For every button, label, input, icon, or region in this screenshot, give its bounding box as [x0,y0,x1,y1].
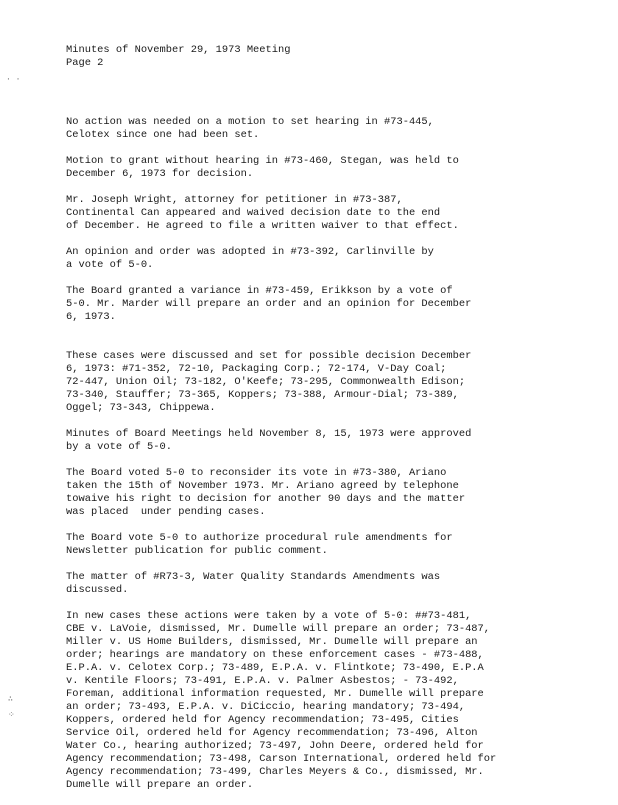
paragraph-carlinville: An opinion and order was adopted in #73-392, Carlinville by a vote of 5-0. [66,246,434,271]
scan-speck: · · [6,75,21,84]
paragraph-erikkson-variance: The Board granted a variance in #73-459, Erikkson by a vote of 5-0. Mr. Marder will prepare an order and an opinion for December 6, 1973. [66,285,472,323]
page-number: Page 2 [66,57,104,69]
paragraph-stegan-motion: Motion to grant without hearing in #73-460, Stegan, was held to December 6, 1973 for decision. [66,155,459,180]
paragraph-water-quality: The matter of #R73-3, Water Quality Standards Amendments was discussed. [66,571,441,596]
paragraph-new-cases: In new cases these actions were taken by a vote of 5-0: ##73-481, CBE v. LaVoie, dismissed, Mr. Dumelle will prepare an order; 73-487, Miller v. US Home Builders, dismissed, Mr. Dumelle will prepare an order; hearings are mandatory on these enforcement cases - #73-488, E.P.A. v. Celotex Corp.; 73-489, E.P.A. v. Flintkote; 73-490, E.P.A v. Kentile Floors; 73-491, E.P.A. v. Palmer Asbestos; - 73-492, Foreman, additional information requested, Mr. Dumelle will prepare an order; 73-493, E.P.A. v. DiCiccio, hearing mandatory; 73-494, Koppers, ordered held for Agency recommendation; 73-495, Cities Service Oil, ordered held for Agency recommendation; 73-496, Alton Water Co., hearing authorized; 73-497, John Deere, ordered held for Agency recommendation; 73-498, Carson International, ordered held for Agency recommendation; 73-499, Charles Meyers & Co., dismissed, Mr. Dumelle will prepare an order. [66,610,497,791]
scan-speck: ⁘ [8,711,15,720]
paragraph-procedural-rules: The Board vote 5-0 to authorize procedural rule amendments for Newsletter publication for public comment. [66,532,453,557]
paragraph-continental-can: Mr. Joseph Wright, attorney for petitioner in #73-387, Continental Can appeared and waived decision date to the end of December. He agreed to file a written waiver to that effect. [66,194,459,232]
minutes-title: Minutes of November 29, 1973 Meeting [66,44,291,56]
minutes-body [66,116,566,805]
paragraph-minutes-approved: Minutes of Board Meetings held November 8, 15, 1973 were approved by a vote of 5-0. [66,428,472,453]
paragraph-cases-discussed: These cases were discussed and set for possible decision December 6, 1973: #71-352, 72-10, Packaging Corp.; 72-174, V-Day Coal; 72-447, Union Oil; 73-182, O'Keefe; 73-295, Commonwealth Edison; 73-340, Stauffer; 73-365, Koppers; 73-388, Armour-Dial; 73-389, Oggel; 73-343, Chippewa. [66,350,472,414]
paragraph-celotex-motion: No action was needed on a motion to set hearing in #73-445, Celotex since one had been set. [66,116,434,141]
paragraph-ariano-reconsider: The Board voted 5-0 to reconsider its vote in #73-380, Ariano taken the 15th of November 1973. Mr. Ariano agreed by telephone towaive his right to decision for another 90 days and the matter was placed under pending cases. [66,467,466,518]
scan-speck: ∴ [8,695,13,704]
page-header [66,44,566,70]
